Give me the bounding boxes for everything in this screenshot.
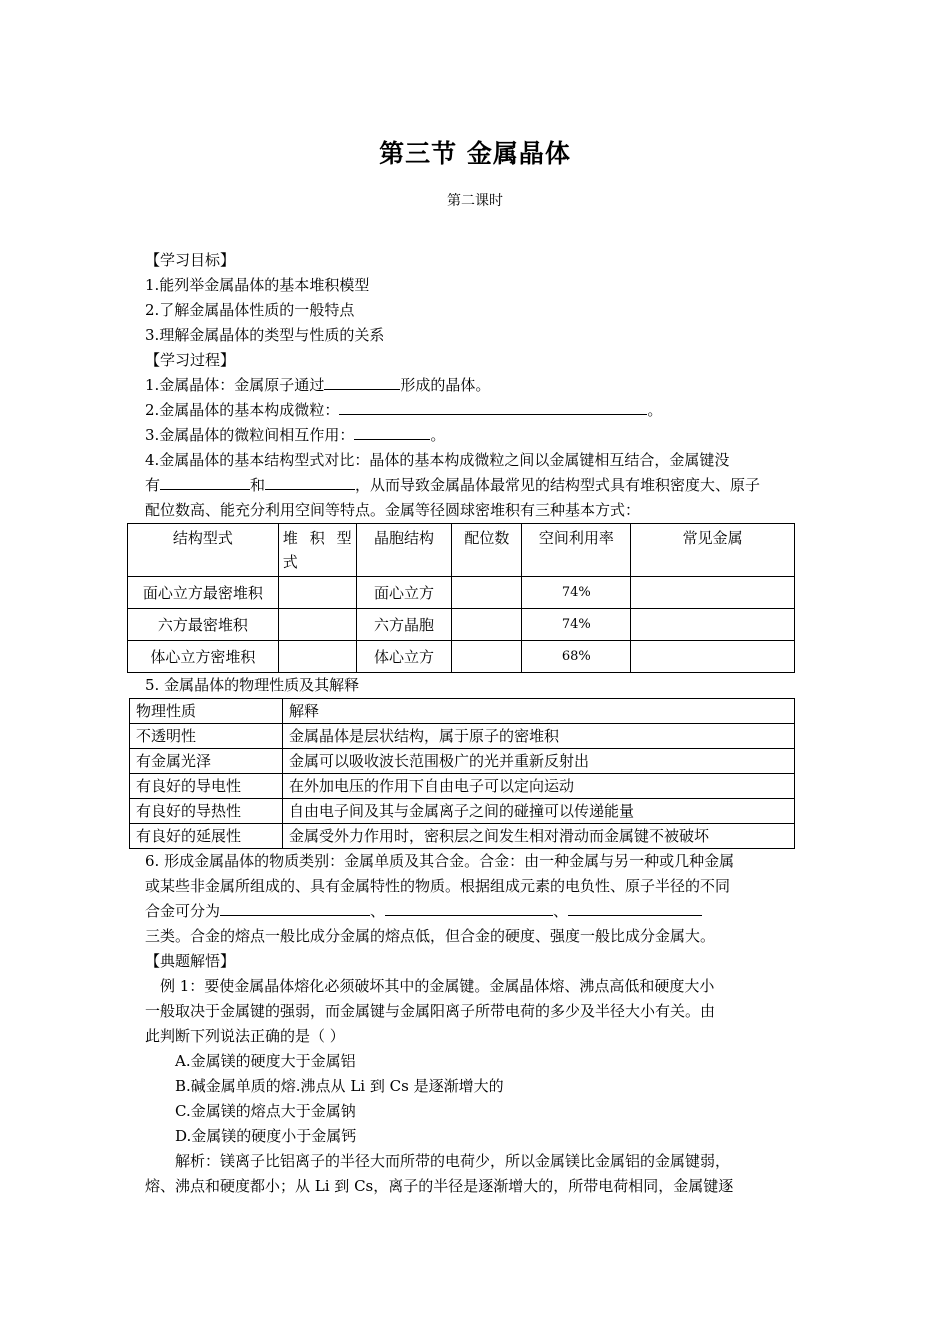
table-cell-blank[interactable] — [631, 577, 795, 609]
table-row — [130, 749, 795, 774]
table-cell-blank[interactable] — [452, 577, 522, 609]
example-line-1: 例 1：要使金属晶体熔化必须破坏其中的金属键。金属晶体熔、沸点高低和硬度大小 — [160, 977, 715, 995]
table-cell: 74% — [522, 609, 631, 641]
table-header-row — [128, 524, 795, 577]
document-body — [136, 248, 805, 1199]
goal-item: 3.理解金属晶体的类型与性质的关系 — [145, 326, 385, 344]
table-cell-blank[interactable] — [452, 609, 522, 641]
fill-blank[interactable] — [160, 473, 250, 490]
table-cell: 74% — [522, 577, 631, 609]
example-line-3: 此判断下列说法正确的是（ ） — [145, 1027, 345, 1045]
table-row — [128, 641, 795, 673]
table-cell: 体心立方 — [356, 641, 452, 673]
table-row — [130, 799, 795, 824]
table-header-cell: 配位数 — [452, 524, 522, 577]
table-header-cell: 物理性质 — [130, 699, 283, 724]
process-header: 【学习过程】 — [145, 351, 236, 369]
analysis-line-1: 解析：镁离子比铝离子的半径大而所带的电荷少，所以金属镁比金属铝的金属键弱， — [175, 1152, 731, 1170]
table-cell: 体心立方密堆积 — [128, 641, 279, 673]
section-6-line-4: 三类。合金的熔点一般比成分金属的熔点低，但合金的硬度、强度一般比成分金属大。 — [145, 927, 716, 945]
table-cell-blank[interactable] — [452, 641, 522, 673]
question-2: 2.金属晶体的基本构成微粒： 。 — [145, 398, 805, 423]
table-cell: 六方最密堆积 — [128, 609, 279, 641]
table-header-cell: 晶胞结构 — [356, 524, 452, 577]
section-6-line-3: 合金可分为 、 、 — [145, 899, 805, 924]
table-cell-blank[interactable] — [278, 609, 356, 641]
table-cell-blank[interactable] — [631, 641, 795, 673]
table-cell: 68% — [522, 641, 631, 673]
fill-blank[interactable] — [385, 899, 553, 916]
table-header-row — [130, 699, 795, 724]
table-cell: 自由电子间及其与金属离子之间的碰撞可以传递能量 — [283, 799, 795, 824]
table-cell-blank[interactable] — [631, 609, 795, 641]
table-header-cell: 结构型式 — [128, 524, 279, 577]
option-c[interactable]: C.金属镁的熔点大于金属钠 — [175, 1102, 356, 1120]
table-row — [128, 609, 795, 641]
table-cell: 六方晶胞 — [356, 609, 452, 641]
table-cell-blank[interactable] — [278, 641, 356, 673]
table-cell: 不透明性 — [130, 724, 283, 749]
fill-blank[interactable] — [354, 423, 430, 440]
table-cell: 金属可以吸收波长范围极广的光并重新反射出 — [283, 749, 795, 774]
table-cell: 有良好的导热性 — [130, 799, 283, 824]
fill-blank[interactable] — [265, 473, 355, 490]
goal-item: 1.能列举金属晶体的基本堆积模型 — [145, 276, 370, 294]
goal-item: 2.了解金属晶体性质的一般特点 — [145, 301, 355, 319]
properties-table — [129, 698, 795, 849]
fill-blank[interactable] — [568, 899, 702, 916]
fill-blank[interactable] — [324, 373, 400, 390]
table-row — [130, 774, 795, 799]
analysis-line-2: 熔、沸点和硬度都小；从 Li 到 Cs，离子的半径是逐渐增大的，所带电荷相同，金属键逐 — [145, 1177, 734, 1195]
table-cell: 金属受外力作用时，密积层之间发生相对滑动而金属键不被破坏 — [283, 824, 795, 849]
table-cell: 面心立方最密堆积 — [128, 577, 279, 609]
table-header-cell: 解释 — [283, 699, 795, 724]
section-6-line-1: 6. 形成金属晶体的物质类别：金属单质及其合金。合金：由一种金属与另一种或几种金属 — [145, 852, 735, 870]
question-4-line-2: 有 和 ，从而导致金属晶体最常见的结构型式具有堆积密度大、原子 — [145, 473, 805, 498]
fill-blank[interactable] — [220, 899, 370, 916]
table-row — [130, 724, 795, 749]
example-header: 【典题解悟】 — [145, 952, 236, 970]
option-d[interactable]: D.金属镁的硬度小于金属钙 — [175, 1127, 357, 1145]
page-subtitle: 第二课时 — [447, 193, 503, 209]
question-4-line-3: 配位数高、能充分利用空间等特点。金属等径圆球密堆积有三种基本方式： — [145, 501, 641, 519]
table-cell: 面心立方 — [356, 577, 452, 609]
table-cell-blank[interactable] — [278, 577, 356, 609]
question-1: 1.金属晶体：金属原子通过 形成的晶体。 — [145, 373, 805, 398]
table-cell: 金属晶体是层状结构，属于原子的密堆积 — [283, 724, 795, 749]
option-a[interactable]: A.金属镁的硬度大于金属铝 — [175, 1052, 356, 1070]
question-4-line-1: 4.金属晶体的基本结构型式对比：晶体的基本构成微粒之间以金属键相互结合，金属键没 — [145, 451, 730, 469]
table-cell: 有金属光泽 — [130, 749, 283, 774]
table-cell: 有良好的延展性 — [130, 824, 283, 849]
question-3: 3.金属晶体的微粒间相互作用： 。 — [145, 423, 805, 448]
page-title: 第三节 金属晶体 — [379, 139, 571, 168]
table-cell: 在外加电压的作用下自由电子可以定向运动 — [283, 774, 795, 799]
table-header-cell: 常见金属 — [631, 524, 795, 577]
fill-blank[interactable] — [339, 398, 647, 415]
table-row — [130, 824, 795, 849]
table-cell: 有良好的导电性 — [130, 774, 283, 799]
goals-header: 【学习目标】 — [145, 251, 236, 269]
section-5-title: 5. 金属晶体的物理性质及其解释 — [145, 676, 360, 694]
table-header-cell: 空间利用率 — [522, 524, 631, 577]
table-header-cell: 堆 积 型 式 — [278, 524, 356, 577]
table-row — [128, 577, 795, 609]
example-line-2: 一般取决于金属键的强弱，而金属键与金属阳离子所带电荷的多少及半径大小有关。由 — [145, 1002, 716, 1020]
packing-table — [127, 523, 795, 673]
section-6-line-2: 或某些非金属所组成的、具有金属特性的物质。根据组成元素的电负性、原子半径的不同 — [145, 877, 731, 895]
option-b[interactable]: B.碱金属单质的熔.沸点从 Li 到 Cs 是逐渐增大的 — [175, 1077, 504, 1095]
